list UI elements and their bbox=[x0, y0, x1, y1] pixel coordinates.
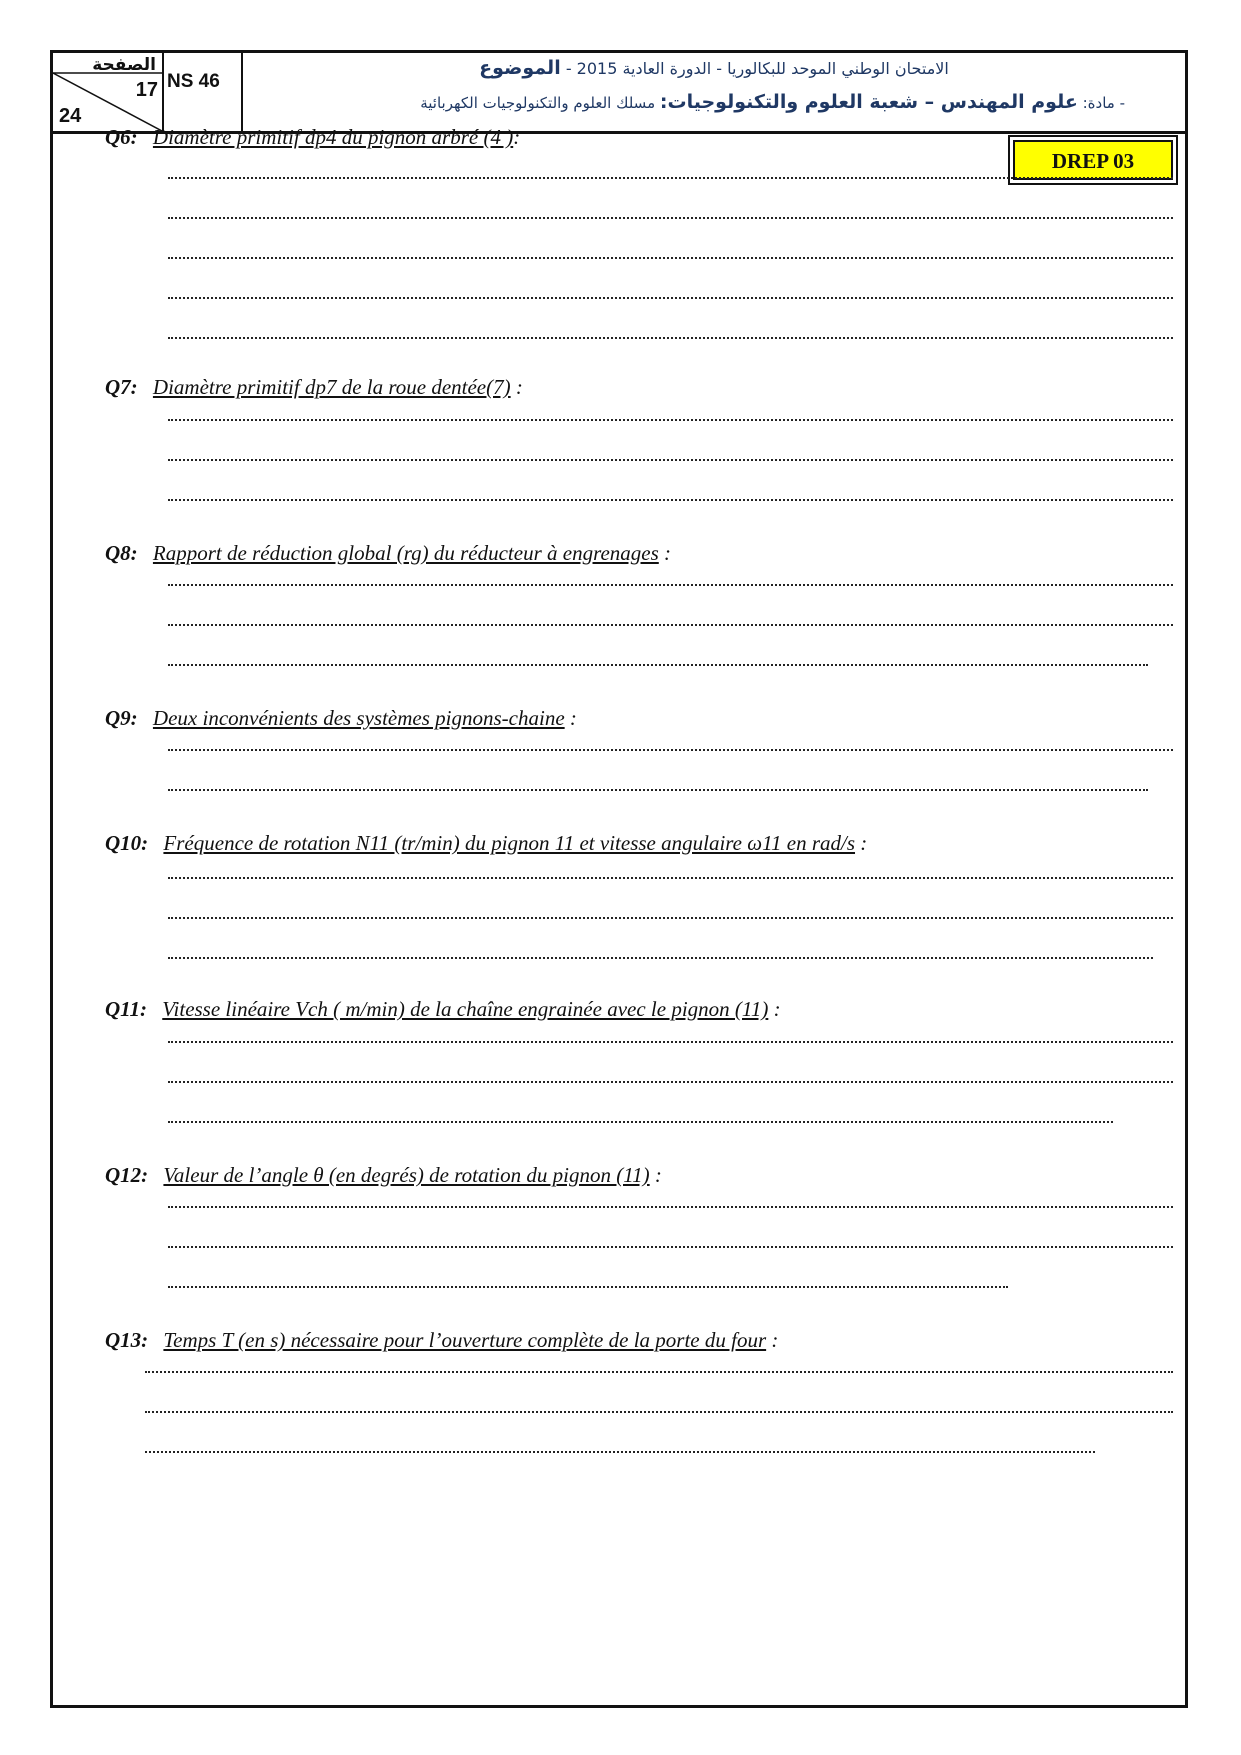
answer-line[interactable] bbox=[145, 1445, 1095, 1453]
question-q13 bbox=[105, 1328, 778, 1353]
answer-line[interactable] bbox=[168, 251, 1173, 259]
answer-line[interactable] bbox=[168, 658, 1148, 666]
question-q11 bbox=[105, 997, 781, 1022]
question-suffix: : bbox=[768, 997, 781, 1021]
answer-line[interactable] bbox=[168, 331, 1173, 339]
subject-name: علوم المهندس – شعبة العلوم والتكنولوجيات: bbox=[659, 91, 1078, 113]
answer-line[interactable] bbox=[168, 413, 1173, 421]
page-frame bbox=[50, 50, 1188, 1708]
question-suffix: : bbox=[766, 1328, 779, 1352]
question-number: Q11: bbox=[105, 997, 147, 1021]
answer-line[interactable] bbox=[168, 291, 1173, 299]
question-q9 bbox=[105, 706, 577, 731]
answer-line[interactable] bbox=[168, 871, 1173, 879]
answer-line[interactable] bbox=[168, 453, 1173, 461]
exam-header bbox=[53, 53, 1185, 134]
question-title: Deux inconvénients des systèmes pignons-chaine bbox=[152, 706, 565, 730]
answer-line[interactable] bbox=[168, 783, 1148, 791]
question-title: Diamètre primitif dp4 du pignon arbré (4 ) bbox=[152, 125, 514, 149]
question-q12 bbox=[105, 1163, 662, 1188]
answer-line[interactable] bbox=[168, 578, 1173, 586]
answer-line[interactable] bbox=[168, 911, 1173, 919]
answer-line[interactable] bbox=[168, 1240, 1173, 1248]
exam-code: NS 46 bbox=[167, 71, 220, 92]
answer-line[interactable] bbox=[168, 493, 1173, 501]
answer-line[interactable] bbox=[145, 1405, 1173, 1413]
question-title: Valeur de l’angle θ (en degrés) de rotation du pignon (11) bbox=[163, 1163, 650, 1187]
question-number: Q12: bbox=[105, 1163, 149, 1187]
page-label: الصفحة bbox=[92, 55, 156, 75]
answer-line[interactable] bbox=[168, 1035, 1173, 1043]
question-suffix: : bbox=[510, 375, 523, 399]
question-number: Q6: bbox=[105, 125, 138, 149]
question-number: Q9: bbox=[105, 706, 138, 730]
question-number: Q10: bbox=[105, 831, 149, 855]
question-suffix: : bbox=[658, 541, 672, 565]
answer-line[interactable] bbox=[168, 951, 1153, 959]
question-title: Temps T (en s) nécessaire pour l’ouverture complète de la porte du four bbox=[163, 1328, 767, 1352]
question-q7 bbox=[105, 375, 523, 400]
question-q10 bbox=[105, 831, 867, 856]
answer-line[interactable] bbox=[168, 618, 1173, 626]
exam-subject-label: الموضوع bbox=[479, 57, 561, 79]
page-number-box bbox=[53, 53, 164, 131]
answer-line[interactable] bbox=[168, 1115, 1113, 1123]
answer-line[interactable] bbox=[168, 1280, 1008, 1288]
exam-title-box bbox=[243, 53, 1185, 131]
question-suffix: : bbox=[649, 1163, 662, 1187]
question-title: Fréquence de rotation N11 (tr/min) du pignon 11 et vitesse angulaire ω11 en rad/s bbox=[163, 831, 856, 855]
question-title: Rapport de réduction global (rg) du réducteur à engrenages bbox=[152, 541, 659, 565]
answer-line[interactable] bbox=[168, 743, 1173, 751]
question-suffix: : bbox=[513, 125, 521, 149]
question-q6 bbox=[105, 125, 520, 150]
question-number: Q13: bbox=[105, 1328, 149, 1352]
question-number: Q8: bbox=[105, 541, 138, 565]
page-current: 17 bbox=[135, 79, 158, 101]
exam-title-line1 bbox=[243, 57, 1185, 79]
subject-track: مسلك العلوم والتكنولوجيات الكهربائية bbox=[420, 94, 656, 112]
question-title: Diamètre primitif dp7 de la roue dentée(7) bbox=[152, 375, 511, 399]
question-title: Vitesse linéaire Vch ( m/min) de la chaîne engrainée avec le pignon (11) bbox=[162, 997, 769, 1021]
question-q8 bbox=[105, 541, 671, 566]
exam-session: الامتحان الوطني الموحد للبكالوريا - الدورة العادية 2015 - bbox=[565, 59, 949, 78]
answer-line[interactable] bbox=[168, 211, 1173, 219]
answer-line[interactable] bbox=[145, 1365, 1173, 1373]
answer-line[interactable] bbox=[168, 1200, 1173, 1208]
answer-line[interactable] bbox=[168, 1075, 1173, 1083]
subject-prefix: - مادة: bbox=[1082, 94, 1125, 112]
question-suffix: : bbox=[855, 831, 868, 855]
question-number: Q7: bbox=[105, 375, 138, 399]
document-badge-label: DREP 03 bbox=[1013, 140, 1173, 180]
exam-code-box bbox=[162, 53, 243, 131]
page-total: 24 bbox=[59, 105, 82, 127]
answer-line[interactable] bbox=[168, 171, 1173, 179]
question-suffix: : bbox=[564, 706, 577, 730]
exam-title-line2 bbox=[420, 91, 1125, 113]
